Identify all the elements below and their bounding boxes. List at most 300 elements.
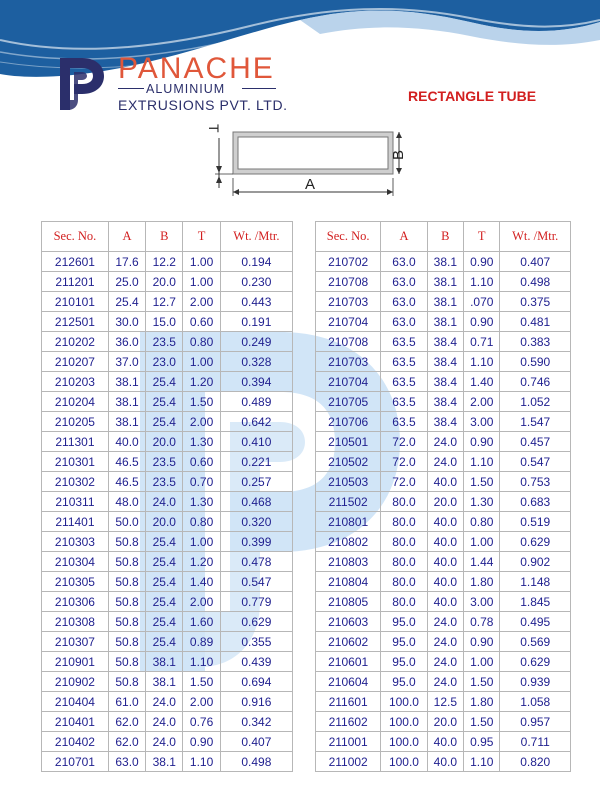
table-cell: 212601 <box>42 252 109 272</box>
panache-logo-icon <box>56 56 108 112</box>
table-cell: 0.779 <box>220 592 292 612</box>
table-cell: 0.519 <box>500 512 571 532</box>
table-cell: 38.1 <box>427 312 463 332</box>
table-cell: 62.0 <box>108 732 145 752</box>
table-cell: 210204 <box>42 392 109 412</box>
table-cell: 210804 <box>316 572 381 592</box>
table-row <box>316 432 571 452</box>
table-cell: 0.642 <box>220 412 292 432</box>
table-cell: 0.481 <box>500 312 571 332</box>
table-cell: 210307 <box>42 632 109 652</box>
table-cell: 1.80 <box>464 572 500 592</box>
table-cell: 0.683 <box>500 492 571 512</box>
table-cell: 0.60 <box>183 312 220 332</box>
table-cell: 212501 <box>42 312 109 332</box>
table-cell: 23.0 <box>146 352 183 372</box>
table-cell: 1.10 <box>464 752 500 772</box>
column-header: Sec. No. <box>42 222 109 252</box>
table-cell: 0.711 <box>500 732 571 752</box>
table-cell: 72.0 <box>381 472 427 492</box>
brand-line2: EXTRUSIONS PVT. LTD. <box>118 97 288 113</box>
table-row <box>42 272 293 292</box>
table-cell: 3.00 <box>464 592 500 612</box>
table-cell: 0.320 <box>220 512 292 532</box>
table-cell: 63.5 <box>381 352 427 372</box>
table-cell: 0.407 <box>500 252 571 272</box>
table-cell: 0.76 <box>183 712 220 732</box>
table-cell: 63.0 <box>381 272 427 292</box>
table-cell: 0.90 <box>464 432 500 452</box>
table-row <box>42 452 293 472</box>
table-cell: 25.0 <box>108 272 145 292</box>
table-cell: 1.50 <box>183 672 220 692</box>
table-cell: 210306 <box>42 592 109 612</box>
table-cell: 0.498 <box>220 752 292 772</box>
table-cell: 80.0 <box>381 532 427 552</box>
table-cell: 50.8 <box>108 592 145 612</box>
table-cell: 210501 <box>316 432 381 452</box>
table-cell: 1.44 <box>464 552 500 572</box>
table-cell: 0.457 <box>500 432 571 452</box>
table-row <box>42 512 293 532</box>
table-cell: 40.0 <box>427 472 463 492</box>
table-cell: 20.0 <box>427 492 463 512</box>
table-cell: 17.6 <box>108 252 145 272</box>
table-cell: 46.5 <box>108 452 145 472</box>
table-row <box>316 632 571 652</box>
table-cell: 1.10 <box>183 752 220 772</box>
table-row <box>42 252 293 272</box>
table-cell: 40.0 <box>427 752 463 772</box>
table-cell: 80.0 <box>381 572 427 592</box>
table-cell: 210308 <box>42 612 109 632</box>
table-cell: 38.1 <box>146 672 183 692</box>
table-cell: 210703 <box>316 292 381 312</box>
table-cell: 0.939 <box>500 672 571 692</box>
table-cell: 23.5 <box>146 452 183 472</box>
table-cell: 210705 <box>316 392 381 412</box>
column-header: Wt. /Mtr. <box>220 222 292 252</box>
table-cell: 25.4 <box>146 612 183 632</box>
table-cell: 0.355 <box>220 632 292 652</box>
table-row <box>42 472 293 492</box>
table-cell: 36.0 <box>108 332 145 352</box>
brand-line1: ALUMINIUM <box>146 82 226 96</box>
table-cell: 40.0 <box>427 532 463 552</box>
table-cell: 211002 <box>316 752 381 772</box>
table-cell: 0.478 <box>220 552 292 572</box>
table-cell: 38.1 <box>108 412 145 432</box>
table-cell: 80.0 <box>381 492 427 512</box>
table-cell: 0.90 <box>464 632 500 652</box>
table-cell: 0.71 <box>464 332 500 352</box>
table-cell: 63.0 <box>381 312 427 332</box>
table-cell: 0.394 <box>220 372 292 392</box>
table-cell: 0.957 <box>500 712 571 732</box>
table-cell: 210503 <box>316 472 381 492</box>
table-cell: 1.058 <box>500 692 571 712</box>
table-cell: 24.0 <box>146 492 183 512</box>
table-cell: 40.0 <box>427 572 463 592</box>
table-row <box>42 752 293 772</box>
table-cell: 0.495 <box>500 612 571 632</box>
table-cell: 1.40 <box>183 572 220 592</box>
table-cell: 0.383 <box>500 332 571 352</box>
column-header: T <box>464 222 500 252</box>
table-row <box>316 752 571 772</box>
table-cell: 24.0 <box>427 632 463 652</box>
table-cell: 1.00 <box>183 252 220 272</box>
table-cell: 95.0 <box>381 612 427 632</box>
table-row <box>42 352 293 372</box>
brand-divider-left <box>118 88 144 89</box>
table-row <box>42 312 293 332</box>
spec-table-right <box>315 221 571 772</box>
table-cell: 0.547 <box>500 452 571 472</box>
table-cell: 0.399 <box>220 532 292 552</box>
table-cell: 24.0 <box>427 432 463 452</box>
table-cell: 100.0 <box>381 752 427 772</box>
table-cell: 0.257 <box>220 472 292 492</box>
table-cell: 0.191 <box>220 312 292 332</box>
table-cell: 210404 <box>42 692 109 712</box>
table-row <box>316 652 571 672</box>
table-row <box>42 412 293 432</box>
table-cell: 50.8 <box>108 532 145 552</box>
table-cell: 2.00 <box>183 412 220 432</box>
table-cell: 210701 <box>42 752 109 772</box>
table-cell: 50.8 <box>108 652 145 672</box>
table-cell: 2.00 <box>464 392 500 412</box>
table-cell: 211001 <box>316 732 381 752</box>
table-cell: 48.0 <box>108 492 145 512</box>
table-cell: 211502 <box>316 492 381 512</box>
table-cell: 50.8 <box>108 572 145 592</box>
diagram-label-a: A <box>305 176 316 193</box>
table-row <box>42 532 293 552</box>
table-cell: 1.50 <box>464 712 500 732</box>
table-cell: 80.0 <box>381 552 427 572</box>
table-cell: 100.0 <box>381 712 427 732</box>
table-cell: 210305 <box>42 572 109 592</box>
table-row <box>316 312 571 332</box>
table-cell: 50.0 <box>108 512 145 532</box>
table-cell: 1.148 <box>500 572 571 592</box>
table-cell: 211601 <box>316 692 381 712</box>
table-cell: 40.0 <box>427 512 463 532</box>
table-cell: 210702 <box>316 252 381 272</box>
diagram-label-t: T <box>206 124 222 133</box>
table-cell: 63.5 <box>381 332 427 352</box>
table-cell: 210502 <box>316 452 381 472</box>
table-cell: 50.8 <box>108 672 145 692</box>
table-row <box>42 292 293 312</box>
table-cell: 50.8 <box>108 632 145 652</box>
table-cell: 210202 <box>42 332 109 352</box>
table-cell: 1.50 <box>464 472 500 492</box>
table-cell: 63.0 <box>381 292 427 312</box>
table-cell: 0.375 <box>500 292 571 312</box>
table-cell: 20.0 <box>146 512 183 532</box>
table-row <box>42 492 293 512</box>
table-cell: 0.468 <box>220 492 292 512</box>
table-row <box>42 692 293 712</box>
table-cell: 2.00 <box>183 292 220 312</box>
table-row <box>42 432 293 452</box>
table-cell: 38.1 <box>427 252 463 272</box>
table-cell: 210901 <box>42 652 109 672</box>
table-cell: 210304 <box>42 552 109 572</box>
table-cell: 211602 <box>316 712 381 732</box>
table-row <box>316 672 571 692</box>
rectangle-tube-diagram <box>205 118 425 198</box>
table-row <box>316 392 571 412</box>
table-cell: 210704 <box>316 312 381 332</box>
table-cell: 1.30 <box>183 492 220 512</box>
table-cell: 0.60 <box>183 452 220 472</box>
table-cell: 40.0 <box>427 552 463 572</box>
table-cell: 210703 <box>316 352 381 372</box>
table-cell: 38.4 <box>427 412 463 432</box>
table-cell: 63.5 <box>381 392 427 412</box>
table-cell: 0.439 <box>220 652 292 672</box>
table-header-row <box>316 222 571 252</box>
table-row <box>42 632 293 652</box>
column-header: Wt. /Mtr. <box>500 222 571 252</box>
table-row <box>316 372 571 392</box>
table-cell: 1.20 <box>183 552 220 572</box>
table-row <box>42 552 293 572</box>
table-cell: 1.00 <box>464 532 500 552</box>
table-cell: 0.95 <box>464 732 500 752</box>
table-cell: 1.50 <box>464 672 500 692</box>
table-cell: 0.80 <box>183 512 220 532</box>
table-row <box>42 712 293 732</box>
table-cell: 0.629 <box>220 612 292 632</box>
table-cell: 211201 <box>42 272 109 292</box>
table-cell: 30.0 <box>108 312 145 332</box>
table-cell: 63.5 <box>381 372 427 392</box>
table-cell: 211401 <box>42 512 109 532</box>
table-cell: 25.4 <box>146 552 183 572</box>
table-cell: 0.489 <box>220 392 292 412</box>
table-row <box>42 612 293 632</box>
table-cell: 0.590 <box>500 352 571 372</box>
table-cell: 210101 <box>42 292 109 312</box>
column-header: T <box>183 222 220 252</box>
table-cell: 0.70 <box>183 472 220 492</box>
table-cell: 0.221 <box>220 452 292 472</box>
table-cell: 1.00 <box>183 352 220 372</box>
table-row <box>42 732 293 752</box>
table-cell: 72.0 <box>381 432 427 452</box>
table-header-row <box>42 222 293 252</box>
table-cell: 0.410 <box>220 432 292 452</box>
table-cell: 95.0 <box>381 632 427 652</box>
table-cell: 0.820 <box>500 752 571 772</box>
table-row <box>42 592 293 612</box>
table-cell: 1.547 <box>500 412 571 432</box>
table-cell: 0.629 <box>500 532 571 552</box>
table-cell: 100.0 <box>381 692 427 712</box>
table-cell: 210706 <box>316 412 381 432</box>
table-row <box>316 552 571 572</box>
table-cell: 80.0 <box>381 512 427 532</box>
table-cell: 20.0 <box>427 712 463 732</box>
table-cell: 25.4 <box>146 592 183 612</box>
table-cell: 210205 <box>42 412 109 432</box>
table-cell: 25.4 <box>146 532 183 552</box>
table-cell: 210602 <box>316 632 381 652</box>
table-cell: 0.80 <box>464 512 500 532</box>
table-row <box>42 332 293 352</box>
table-cell: 210603 <box>316 612 381 632</box>
table-row <box>316 272 571 292</box>
table-cell: 0.753 <box>500 472 571 492</box>
table-cell: 1.052 <box>500 392 571 412</box>
table-cell: 0.746 <box>500 372 571 392</box>
table-cell: 1.60 <box>183 612 220 632</box>
table-cell: 210801 <box>316 512 381 532</box>
brand-name: PANACHE <box>118 52 275 85</box>
table-row <box>316 252 571 272</box>
table-cell: 210207 <box>42 352 109 372</box>
table-cell: 1.10 <box>464 452 500 472</box>
table-cell: 38.4 <box>427 392 463 412</box>
table-cell: 38.1 <box>146 652 183 672</box>
table-cell: 0.194 <box>220 252 292 272</box>
column-header: A <box>108 222 145 252</box>
table-cell: 25.4 <box>146 392 183 412</box>
table-cell: 25.4 <box>146 412 183 432</box>
table-cell: 210401 <box>42 712 109 732</box>
table-cell: 1.00 <box>183 532 220 552</box>
table-cell: 40.0 <box>427 732 463 752</box>
table-cell: 1.80 <box>464 692 500 712</box>
column-header: B <box>146 222 183 252</box>
table-cell: 0.407 <box>220 732 292 752</box>
page-title: RECTANGLE TUBE <box>408 88 537 104</box>
table-row <box>42 372 293 392</box>
table-cell: 24.0 <box>427 652 463 672</box>
table-cell: 0.90 <box>464 312 500 332</box>
table-cell: 63.0 <box>381 252 427 272</box>
table-cell: 25.4 <box>146 372 183 392</box>
table-row <box>316 332 571 352</box>
table-cell: 12.7 <box>146 292 183 312</box>
table-cell: 38.4 <box>427 352 463 372</box>
table-cell: 1.40 <box>464 372 500 392</box>
table-cell: 1.00 <box>464 652 500 672</box>
table-cell: 100.0 <box>381 732 427 752</box>
table-cell: 3.00 <box>464 412 500 432</box>
table-row <box>42 672 293 692</box>
table-row <box>316 452 571 472</box>
table-cell: .070 <box>464 292 500 312</box>
table-cell: 210802 <box>316 532 381 552</box>
table-cell: 38.1 <box>108 392 145 412</box>
table-cell: 38.4 <box>427 332 463 352</box>
table-cell: 1.20 <box>183 372 220 392</box>
table-cell: 24.0 <box>146 712 183 732</box>
table-cell: 38.1 <box>427 272 463 292</box>
table-cell: 0.694 <box>220 672 292 692</box>
table-cell: 1.10 <box>183 652 220 672</box>
table-row <box>316 352 571 372</box>
diagram-label-b: B <box>390 149 407 160</box>
table-row <box>316 572 571 592</box>
table-cell: 25.4 <box>146 632 183 652</box>
table-cell: 50.8 <box>108 552 145 572</box>
table-cell: 2.00 <box>183 692 220 712</box>
table-cell: 210704 <box>316 372 381 392</box>
table-row <box>316 412 571 432</box>
table-cell: 211301 <box>42 432 109 452</box>
table-row <box>316 712 571 732</box>
table-cell: 15.0 <box>146 312 183 332</box>
table-cell: 210203 <box>42 372 109 392</box>
table-cell: 210708 <box>316 272 381 292</box>
table-row <box>42 652 293 672</box>
table-cell: 1.10 <box>464 352 500 372</box>
table-cell: 0.629 <box>500 652 571 672</box>
table-cell: 38.1 <box>146 752 183 772</box>
table-cell: 0.443 <box>220 292 292 312</box>
table-row <box>42 392 293 412</box>
table-cell: 0.249 <box>220 332 292 352</box>
table-row <box>316 592 571 612</box>
table-cell: 0.328 <box>220 352 292 372</box>
table-row <box>316 732 571 752</box>
table-cell: 24.0 <box>146 692 183 712</box>
table-cell: 0.547 <box>220 572 292 592</box>
table-cell: 210902 <box>42 672 109 692</box>
table-cell: 63.5 <box>381 412 427 432</box>
table-cell: 1.845 <box>500 592 571 612</box>
table-cell: 1.00 <box>183 272 220 292</box>
table-cell: 1.30 <box>183 432 220 452</box>
table-cell: 38.1 <box>108 372 145 392</box>
table-cell: 0.90 <box>183 732 220 752</box>
table-cell: 210303 <box>42 532 109 552</box>
table-cell: 12.2 <box>146 252 183 272</box>
table-cell: 63.0 <box>108 752 145 772</box>
table-cell: 38.4 <box>427 372 463 392</box>
spec-table-left <box>41 221 293 772</box>
table-row <box>42 572 293 592</box>
table-row <box>316 492 571 512</box>
table-cell: 61.0 <box>108 692 145 712</box>
table-cell: 24.0 <box>427 452 463 472</box>
table-cell: 0.342 <box>220 712 292 732</box>
table-cell: 210803 <box>316 552 381 572</box>
table-cell: 0.916 <box>220 692 292 712</box>
table-cell: 20.0 <box>146 432 183 452</box>
table-row <box>316 512 571 532</box>
table-cell: 210302 <box>42 472 109 492</box>
table-cell: 1.30 <box>464 492 500 512</box>
table-row <box>316 532 571 552</box>
table-row <box>316 292 571 312</box>
table-cell: 0.90 <box>464 252 500 272</box>
table-cell: 25.4 <box>146 572 183 592</box>
table-cell: 1.10 <box>464 272 500 292</box>
table-cell: 80.0 <box>381 592 427 612</box>
table-cell: 1.50 <box>183 392 220 412</box>
column-header: B <box>427 222 463 252</box>
table-cell: 210301 <box>42 452 109 472</box>
table-cell: 95.0 <box>381 672 427 692</box>
